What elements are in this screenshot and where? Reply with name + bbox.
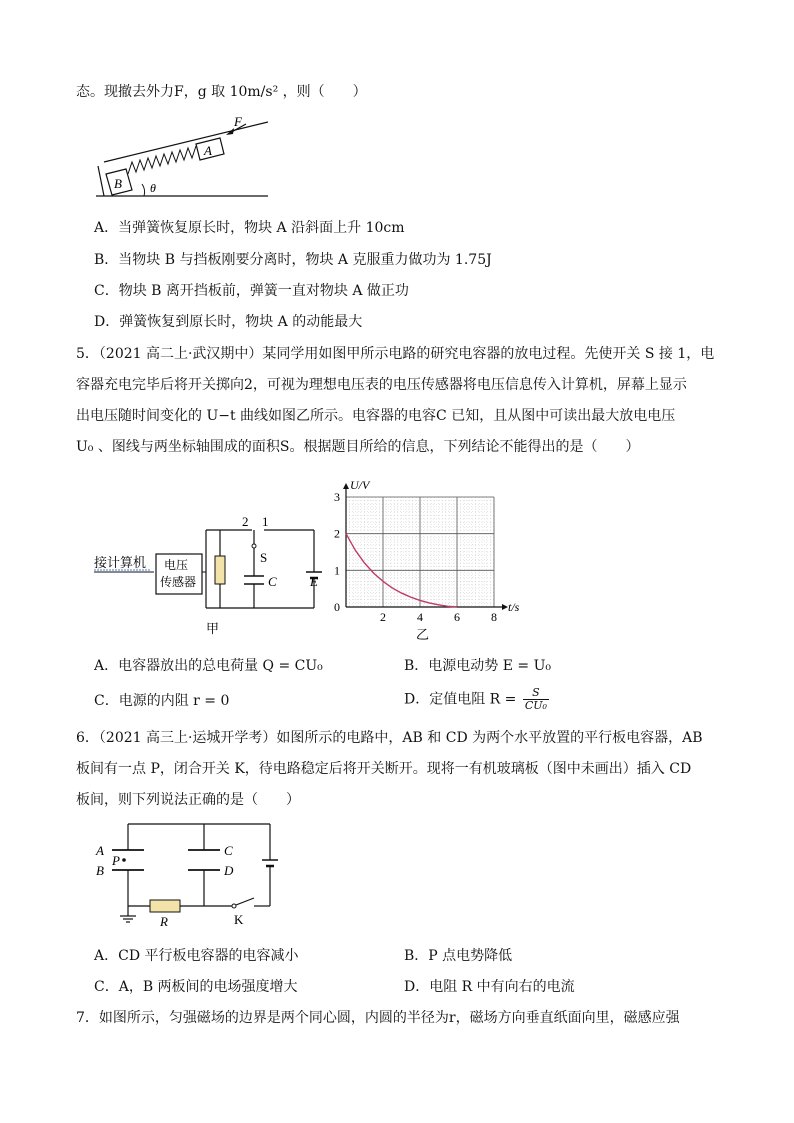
q5-option-d-prefix: D．定值电阻 R =: [404, 691, 521, 708]
sensor-label-1: 电压: [164, 558, 189, 572]
resistor-shape: [215, 556, 225, 584]
q5-circuit-figure: [94, 514, 334, 644]
q6-line-1: 6．（2021 高三上·运城开学考）如图所示的电路中，AB 和 CD 为两个水平放置的平行板电容器，AB: [76, 730, 703, 746]
q5-option-d: [404, 687, 549, 712]
q4-option-c: C．物块 B 离开挡板前，弹簧一直对物块 A 做正功: [94, 283, 409, 299]
q4-option-a: A．当弹簧恢复原长时，物块 A 沿斜面上升 10cm: [94, 220, 405, 236]
circuit-caption: 甲: [206, 622, 220, 637]
chart-caption: 乙: [416, 628, 430, 643]
sensor-label-2: 传感器: [160, 575, 197, 589]
label-f: F: [234, 114, 242, 129]
y-axis-arrow: [343, 483, 349, 489]
q6-option-c: C．A，B 两板间的电场强度增大: [94, 979, 298, 995]
label-c-plate: C: [224, 843, 233, 858]
label-a: A: [204, 143, 212, 158]
label-a-plate: A: [96, 843, 104, 858]
x-tick-label: 6: [454, 610, 460, 624]
fraction-numerator: S: [523, 687, 549, 700]
q5-line-3: 出电压随时间变化的 U−t 曲线如图乙所示。电容器的电容C 已知，且从图中可读出最大放电电压: [76, 408, 676, 424]
q6-line-3: 板间，则下列说法正确的是（ ）: [76, 792, 300, 808]
q6-line-2: 板间有一点 P，闭合开关 K，待电路稳定后将开关断开。现将一有机玻璃板（图中未画出）插入 CD: [76, 761, 692, 777]
q5-line-2: 容器充电完毕后将开关掷向2，可视为理想电压表的电压传感器将电压信息传入计算机，屏幕上显示: [76, 377, 687, 393]
q6-circuit-figure: [94, 820, 294, 934]
label-b-plate: B: [96, 863, 104, 878]
x-axis-label: t/s: [508, 600, 520, 614]
switch-label: S: [260, 550, 268, 565]
switch-pos-2: 2: [242, 514, 249, 529]
q5-option-d-fraction: [523, 687, 549, 712]
q6-option-d: D．电阻 R 中有向右的电流: [404, 979, 575, 995]
y-tick-label: 0: [334, 600, 340, 614]
q4-incline-figure: [96, 114, 286, 208]
q5-ut-chart: [330, 475, 520, 644]
q5-line-1: 5．（2021 高二上·武汉期中）某同学用如图甲所示电路的研究电容器的放电过程。先使开关 S 接 1，电: [76, 346, 715, 362]
q5-option-a: A．电容器放出的总电荷量 Q = CU₀: [94, 658, 323, 674]
x-tick-label: 4: [417, 610, 423, 624]
label-b: B: [114, 176, 122, 191]
y-tick-label: 1: [334, 563, 340, 578]
q4-option-d: D．弹簧恢复到原长时，物块 A 的动能最大: [94, 314, 363, 330]
q6-resistor-shape: [150, 900, 180, 912]
q6-option-a: A．CD 平行板电容器的电容减小: [94, 948, 299, 964]
emf-label: E: [310, 574, 318, 589]
fraction-denominator: CU₀: [524, 699, 547, 712]
y-tick-label: 2: [334, 526, 340, 541]
y-tick-label: 3: [334, 490, 340, 504]
q6-option-b: B．P 点电势降低: [404, 948, 513, 964]
q4-stem-tail: 态。现撤去外力F，g 取 10m/s² ，则（ ）: [76, 84, 367, 100]
computer-label: 接计算机: [94, 556, 147, 571]
cap-label: C: [268, 574, 277, 589]
q4-option-b: B．当物块 B 与挡板刚要分离时，物块 A 克服重力做功为 1.75J: [94, 252, 492, 268]
switch-pos-1: 1: [262, 514, 269, 529]
q7-line-1: 7．如图所示，匀强磁场的边界是两个同心圆，内圆的半径为r，磁场方向垂直纸面向里，磁感应强: [76, 1010, 680, 1026]
y-axis-label: U/V: [350, 478, 370, 492]
x-tick-label: 2: [380, 610, 386, 624]
q5-line-4: U₀ 、图线与两坐标轴围成的面积S。根据题目所给的信息，下列结论不能得出的是（ ）: [76, 439, 640, 455]
label-theta: θ: [150, 181, 156, 195]
label-p-point: P: [112, 853, 120, 868]
q5-option-b: B．电源电动势 E = U₀: [404, 658, 551, 674]
label-r: R: [160, 914, 168, 929]
x-tick-label: 8: [491, 610, 497, 624]
label-d-plate: D: [224, 863, 234, 878]
label-k: K: [234, 912, 244, 927]
q5-option-c: C．电源的内阻 r = 0: [94, 693, 230, 709]
